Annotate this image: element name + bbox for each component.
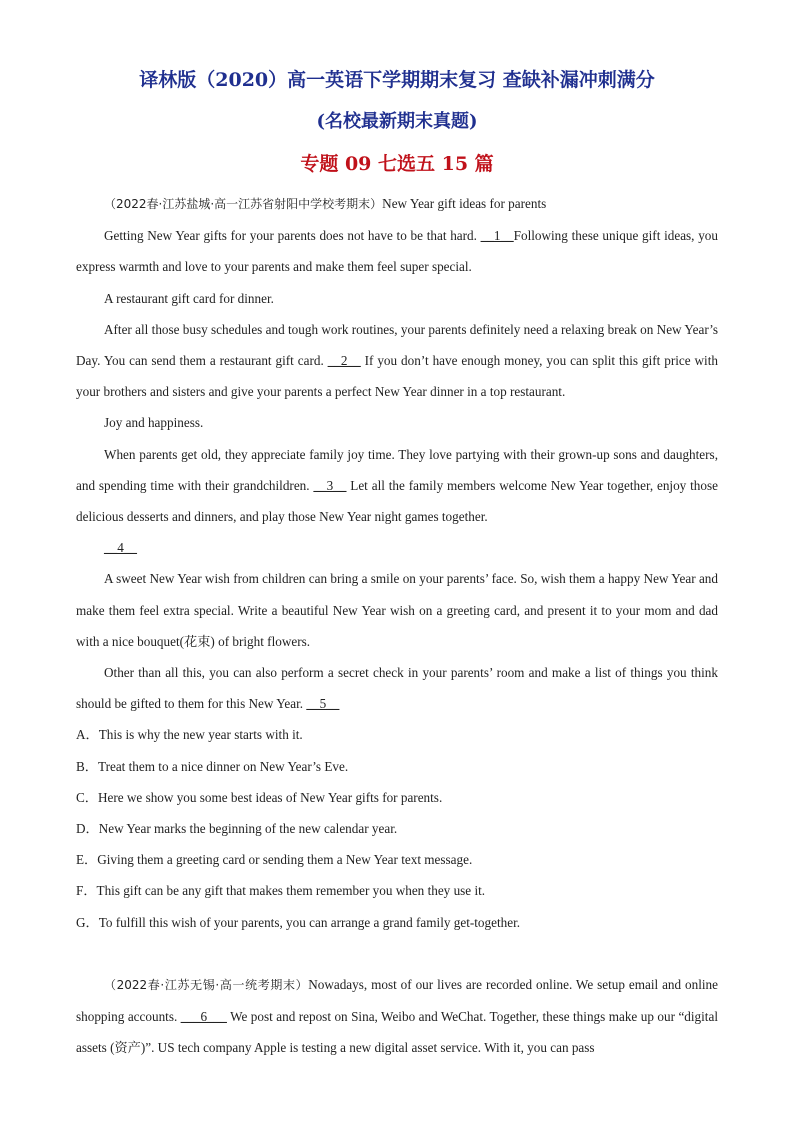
- document-title: 译林版（2020）高一英语下学期期末复习 查缺补漏冲刺满分: [139, 69, 655, 91]
- paragraph-2: [76, 314, 718, 408]
- passage-2-text: Nowadays, most of our lives are recorded online. We setup email and online shopping accounts.: [76, 976, 719, 1025]
- paragraph-2-text: After all those busy schedules and tough work routines, your parents definitely need a relaxing break on New Year’s Day. You can send them a restaurant gift card.: [76, 321, 718, 369]
- blank-3: __3__: [313, 477, 347, 493]
- subheading-2: Joy and happiness.: [104, 415, 204, 431]
- passage-2-source: （2022春·江苏无锡·高一统考期末）: [104, 977, 309, 992]
- paragraph-4: A sweet New Year wish from children can bring a smile on your parents’ face. So, wish them a happy New Year and make them feel extra special. Write a beautiful New Year wish on a greeting card, and present it to your mom and dad with a nice bouquet(花束) of bright flowers.: [76, 571, 718, 649]
- blank-5: __5__: [306, 696, 340, 712]
- topic-title: 专题 09 七选五 15 篇: [300, 153, 494, 175]
- passage-2-text-2: We post and repost on Sina, Weibo and WeChat. Together, these things make up our “digital assets (资产)”. US tech company Apple is testing a new digital asset service. With it, you can pass: [76, 1009, 718, 1056]
- passage-1-heading: New Year gift ideas for parents: [382, 196, 547, 211]
- passage-1-source-line: [76, 188, 718, 220]
- subheading-1: A restaurant gift card for dinner.: [104, 290, 274, 306]
- passage-1: [76, 188, 718, 1063]
- option-f: F．This gift can be any gift that makes them remember you when they use it.: [76, 883, 486, 899]
- paragraph-1: [76, 220, 718, 282]
- paragraph-3-text: When parents get old, they appreciate family joy time. They love partying with their grown-up sons and daughters, and spending time with their grandchildren.: [76, 446, 718, 493]
- passage-1-source: （2022春·江苏盐城·高一江苏省射阳中学校考期末）: [104, 197, 383, 211]
- option-d: D．New Year marks the beginning of the new calendar year.: [76, 821, 398, 837]
- document-subtitle: (名校最新期末真题): [316, 111, 478, 132]
- section-gap: [76, 938, 718, 969]
- passage-2-paragraph-1: [76, 969, 718, 1064]
- blank-2: __2__: [327, 353, 361, 369]
- paragraph-2-text-2: If you don’t have enough money, you can split this gift price with your brothers and sisters and give your parents a perfect New Year dinner in a top restaurant.: [76, 353, 718, 400]
- subheading-3: [76, 532, 718, 563]
- option-g: G．To fulfill this wish of your parents, you can arrange a grand family get-together.: [76, 914, 521, 930]
- paragraph-1-text: Getting New Year gifts for your parents does not have to be that hard.: [104, 228, 481, 244]
- blank-6: ___6___: [180, 1009, 227, 1025]
- paragraph-3: [76, 439, 718, 533]
- paragraph-5: [76, 657, 718, 719]
- option-b: B．Treat them to a nice dinner on New Year’s Eve.: [76, 758, 349, 774]
- paragraph-3-text-2: Let all the family members welcome New Year together, enjoy those delicious desserts and dinners, and play those New Year night games together.: [76, 477, 718, 525]
- blank-4: __4__: [104, 540, 137, 556]
- option-c: C．Here we show you some best ideas of New Year gifts for parents.: [76, 789, 443, 805]
- blank-1: __1__: [480, 228, 514, 244]
- paragraph-5-text: Other than all this, you can also perform a secret check in your parents’ room and make a list of things you think should be gifted to them for this New Year.: [76, 665, 718, 712]
- paragraph-1-text-2: Following these unique gift ideas, you express warmth and love to your parents and make them feel super special.: [76, 228, 718, 275]
- option-e: E．Giving them a greeting card or sending them a New Year text message.: [76, 852, 473, 868]
- option-a: A．This is why the new year starts with it.: [76, 727, 303, 743]
